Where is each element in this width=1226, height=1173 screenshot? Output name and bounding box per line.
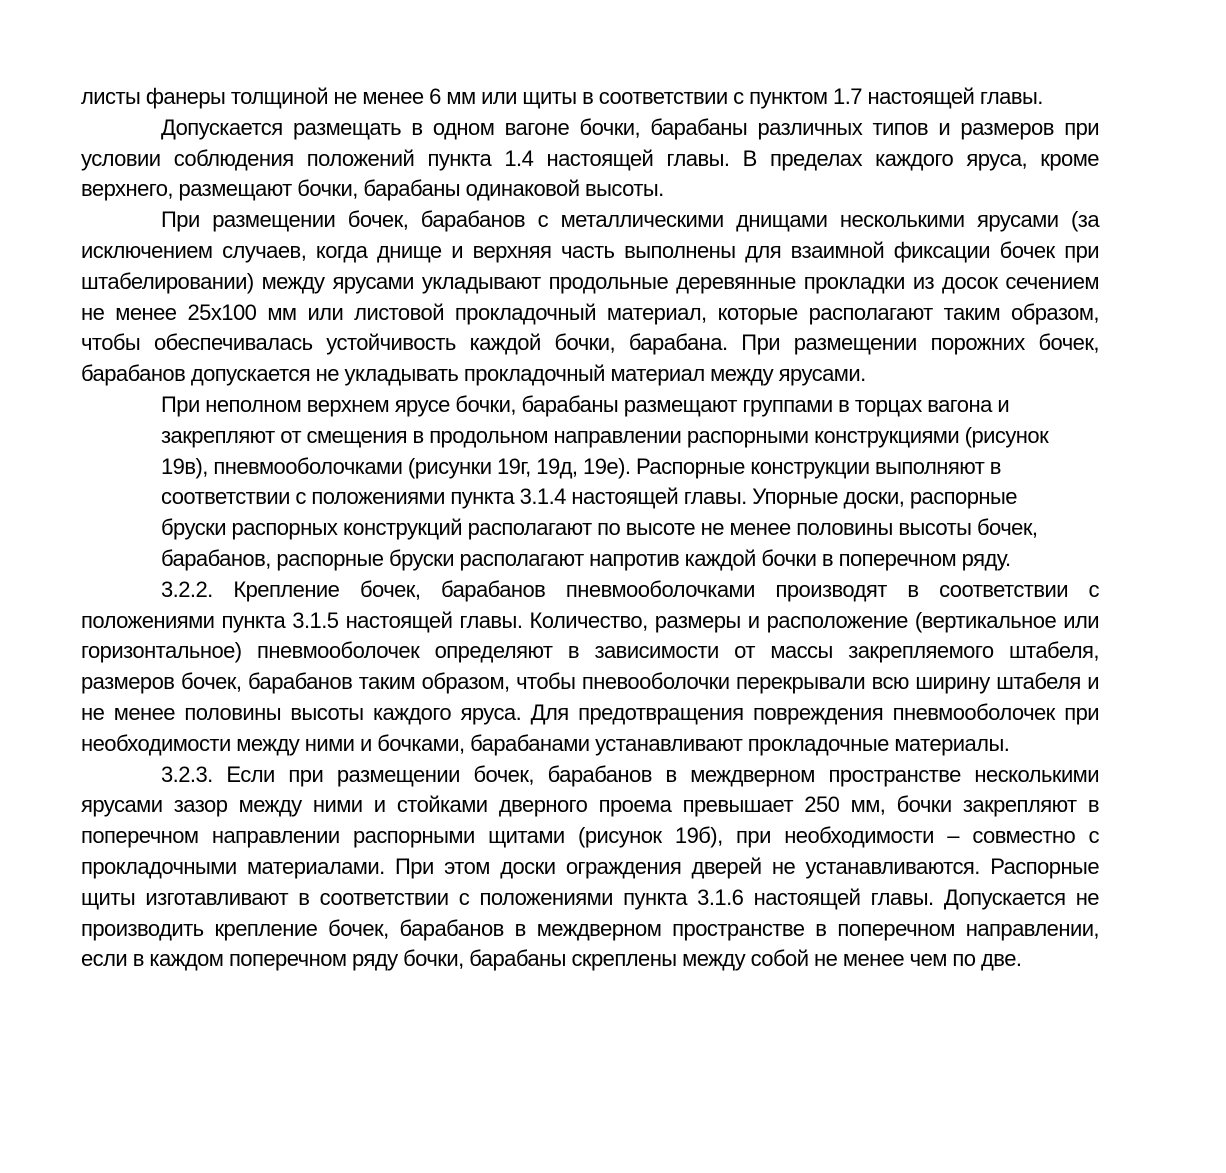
paragraph-3-2-2: 3.2.2. Крепление бочек, барабанов пневмооболочками производят в соответствии с положениями пункта 3.1.5 настоящей главы. Количество, размеры и расположение (вертикальное или горизонтальное) пневмооболочек определяют в зависимости от массы закрепляемого штабеля, размеров бочек, барабанов таким образом, чтобы пневооболочки перекрывали всю ширину штабеля и не менее половины высоты каждого яруса. Для предотвращения повреждения пневмооболочек при необходимости между ними и бочками, барабанами устанавливают прокладочные материалы. xyxy=(81,576,1099,756)
document-page xyxy=(81,82,1099,975)
paragraph-3-2-3: 3.2.3. Если при размещении бочек, барабанов в междверном пространстве несколькими ярусами зазор между ними и стойками дверного проема превышает 250 мм, бочки закрепляют в поперечном направлении распорными щитами (рисунок 19б), при необходимости – совместно с прокладочными материалами. При этом доски ограждения дверей не устанавливаются. Распорные щиты изготавливают в соответствии с положениями пункта 3.1.6 настоящей главы. Допускается не производить крепление бочек, барабанов в междверном пространстве в поперечном направлении, если в каждом поперечном ряду бочки, барабаны скреплены между собой не менее чем по две. xyxy=(81,761,1099,972)
paragraph-incomplete-top-tier: При неполном верхнем ярусе бочки, барабаны размещают группами в торцах вагона и закрепляют от смещения в продольном направлении распорными конструкциями (рисунок 19в), пневмооболочками (рисунки 19г, 19д, 19е). Распорные конструкции выполняют в соответствии с положениями пункта 3.1.4 настоящей главы. Упорные доски, распорные бруски распорных конструкций располагают по высоте не менее половины высоты бочек, барабанов, распорные бруски располагают напротив каждой бочки в поперечном ряду. xyxy=(161,391,1049,571)
paragraph-continuation: листы фанеры толщиной не менее 6 мм или щиты в соответствии с пунктом 1.7 настоящей главы. xyxy=(81,84,1043,109)
paragraph-metal-bottoms: При размещении бочек, барабанов с металлическими днищами несколькими ярусами (за исключением случаев, когда днище и верхняя часть выполнены для взаимной фиксации бочек при штабелировании) между ярусами укладывают продольные деревянные прокладки из досок сечением не менее 25х100 мм или листовой прокладочный материал, которые располагают таким образом, чтобы обеспечивалась устойчивость каждой бочки, барабана. При размещении порожних бочек, барабанов допускается не укладывать прокладочный материал между ярусами. xyxy=(81,207,1099,387)
paragraph-mixed-placement: Допускается размещать в одном вагоне бочки, барабаны различных типов и размеров при условии соблюдения положений пункта 1.4 настоящей главы. В пределах каждого яруса, кроме верхнего, размещают бочки, барабаны одинаковой высоты. xyxy=(81,114,1099,202)
